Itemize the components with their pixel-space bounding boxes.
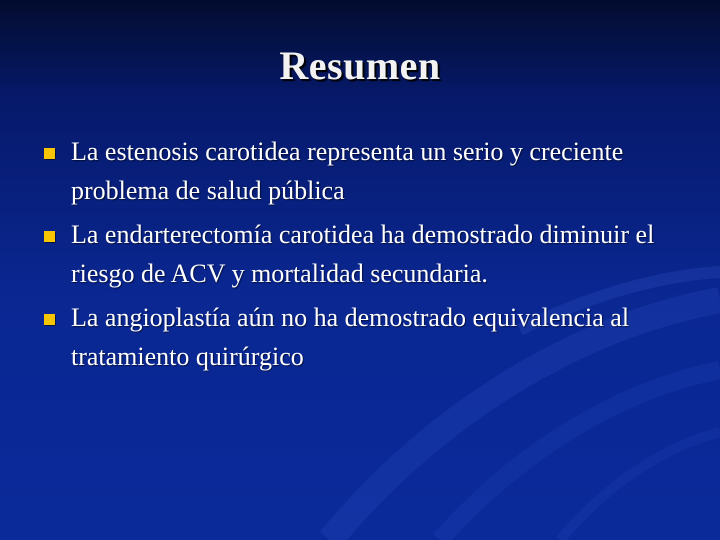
bullet-text: La estenosis carotidea representa un serio y creciente problema de salud pública	[71, 137, 624, 205]
bullet-list	[42, 133, 682, 382]
bullet-text: La angioplastía aún no ha demostrado equivalencia al tratamiento quirúrgico	[71, 303, 630, 371]
slide-title: Resumen	[279, 43, 441, 88]
bullet-item	[42, 216, 682, 293]
square-bullet-icon	[44, 314, 55, 325]
bullet-text: La endarterectomía carotidea ha demostrado diminuir el riesgo de ACV y mortalidad secundaria.	[71, 220, 655, 288]
square-bullet-icon	[44, 148, 55, 159]
bullet-item	[42, 299, 682, 376]
square-bullet-icon	[44, 231, 55, 242]
bullet-item	[42, 133, 682, 210]
